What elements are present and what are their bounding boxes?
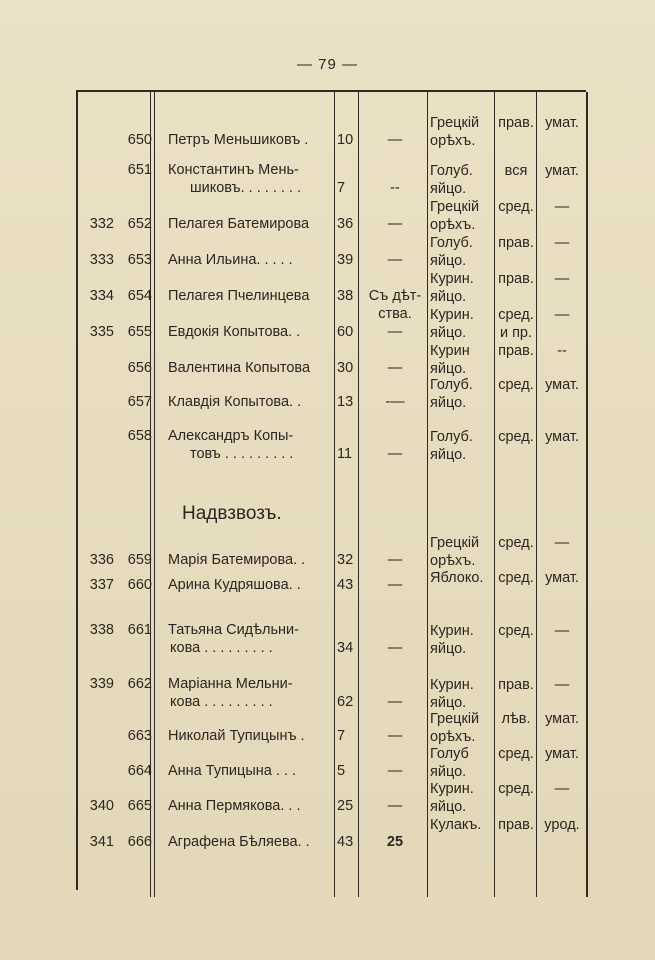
person-name: Анна Тупицына . . . bbox=[168, 763, 296, 779]
table-row bbox=[0, 342, 655, 378]
person-name: Николай Тупицынъ . bbox=[168, 728, 305, 744]
row-number-a: 332 bbox=[89, 216, 114, 232]
result: — bbox=[554, 623, 570, 639]
form-line-2: орѣхъ. bbox=[430, 217, 476, 233]
table-row bbox=[0, 534, 655, 570]
position: вся bbox=[504, 163, 528, 179]
form-line-1: Курин. bbox=[430, 307, 474, 323]
table-row bbox=[0, 622, 655, 658]
result: — bbox=[554, 781, 570, 797]
position: лѣв. bbox=[501, 711, 531, 727]
form-line-1: Курин. bbox=[430, 677, 474, 693]
person-name: Анна Пермякова. . . bbox=[168, 798, 301, 814]
since: — bbox=[387, 360, 403, 376]
position: прав. bbox=[498, 343, 534, 359]
since: — bbox=[387, 132, 403, 148]
row-number-a: 333 bbox=[89, 252, 114, 268]
form-line-2: яйцо. bbox=[430, 361, 467, 377]
table-row bbox=[0, 198, 655, 234]
row-number-a: 337 bbox=[89, 577, 114, 593]
row-number-a: 334 bbox=[89, 288, 114, 304]
form-line-1: Голуб bbox=[430, 746, 469, 762]
form-line-2: яйцо. bbox=[430, 289, 467, 305]
person-name-cont: кова . . . . . . . . . bbox=[170, 694, 273, 710]
row-number-a: 335 bbox=[89, 324, 114, 340]
result: урод. bbox=[544, 817, 580, 833]
since-cont: ства. bbox=[378, 306, 412, 322]
form-line-1: Голуб. bbox=[430, 429, 473, 445]
row-number-b: 657 bbox=[127, 394, 152, 410]
form-line-1: Голуб. bbox=[430, 163, 473, 179]
age: 7 bbox=[337, 180, 346, 196]
row-number-b: 659 bbox=[127, 552, 152, 568]
row-number-b: 651 bbox=[127, 162, 152, 178]
person-name: Валентина Копытова bbox=[168, 360, 311, 376]
result: — bbox=[554, 235, 570, 251]
since: — bbox=[387, 728, 403, 744]
position: сред. bbox=[498, 781, 534, 797]
age: 32 bbox=[337, 552, 354, 568]
person-name: Клавдія Копытова. . bbox=[168, 394, 302, 410]
section-title: Надвзвозъ. bbox=[182, 503, 282, 524]
form-line-1: Грецкій bbox=[430, 199, 480, 215]
age: 43 bbox=[337, 834, 354, 850]
row-number-b: 663 bbox=[127, 728, 152, 744]
result: — bbox=[554, 307, 570, 323]
table-row bbox=[0, 376, 655, 412]
since: — bbox=[387, 798, 403, 814]
person-name: Анна Ильина. . . . . bbox=[168, 252, 293, 268]
row-number-b: 660 bbox=[127, 577, 152, 593]
row-number-b: 656 bbox=[127, 360, 152, 376]
form-line-1: Грецкій bbox=[430, 115, 480, 131]
form-line-2: орѣхъ. bbox=[430, 553, 476, 569]
row-number-b: 664 bbox=[127, 763, 152, 779]
form-line-2: орѣхъ. bbox=[430, 133, 476, 149]
form-line-2: яйцо. bbox=[430, 395, 467, 411]
form-line-2: орѣхъ. bbox=[430, 729, 476, 745]
age: 25 bbox=[337, 798, 354, 814]
table-row bbox=[0, 816, 655, 852]
result: умат. bbox=[545, 163, 579, 179]
position: прав. bbox=[498, 817, 534, 833]
form-line-1: Курин bbox=[430, 343, 470, 359]
form-line-1: Курин. bbox=[430, 781, 474, 797]
row-number-a: 339 bbox=[89, 676, 114, 692]
age: 43 bbox=[337, 577, 354, 593]
table-row bbox=[0, 780, 655, 816]
table-top-rule bbox=[76, 90, 586, 92]
since: — bbox=[387, 216, 403, 232]
age: 60 bbox=[337, 324, 354, 340]
position-cont: и пр. bbox=[499, 325, 533, 341]
form-line-2: яйцо. bbox=[430, 253, 467, 269]
row-number-b: 650 bbox=[127, 132, 152, 148]
position: сред. bbox=[498, 570, 534, 586]
form-line-1: Грецкій bbox=[430, 535, 480, 551]
person-name: Марія Батемирова. . bbox=[168, 552, 306, 568]
since: -— bbox=[385, 394, 405, 410]
since: -- bbox=[390, 180, 400, 196]
result: умат. bbox=[545, 570, 579, 586]
position: прав. bbox=[498, 271, 534, 287]
form-line-2: яйцо. bbox=[430, 695, 467, 711]
form-line-1: Грецкій bbox=[430, 711, 480, 727]
form-line-1: Кулакъ. bbox=[430, 817, 482, 833]
since: — bbox=[387, 640, 403, 656]
since: — bbox=[387, 694, 403, 710]
position: сред. bbox=[498, 377, 534, 393]
age: 7 bbox=[337, 728, 346, 744]
form-line-2: яйцо. bbox=[430, 799, 467, 815]
row-number-a: 340 bbox=[89, 798, 114, 814]
table-row bbox=[0, 710, 655, 746]
form-line-1: Курин. bbox=[430, 271, 474, 287]
person-name: Константинъ Мень- bbox=[168, 162, 299, 178]
result: умат. bbox=[545, 115, 579, 131]
age: 38 bbox=[337, 288, 354, 304]
since: — bbox=[387, 763, 403, 779]
table-row bbox=[0, 745, 655, 781]
person-name: Евдокія Копытова. . bbox=[168, 324, 301, 340]
since: 25 bbox=[386, 834, 404, 850]
since: — bbox=[387, 552, 403, 568]
form-line-1: Голуб. bbox=[430, 377, 473, 393]
row-number-b: 662 bbox=[127, 676, 152, 692]
person-name: Арина Кудряшова. . bbox=[168, 577, 301, 593]
person-name: Пелагея Пчелинцева bbox=[168, 288, 310, 304]
table-row bbox=[0, 676, 655, 712]
age: 34 bbox=[337, 640, 354, 656]
since: — bbox=[387, 577, 403, 593]
result: — bbox=[554, 199, 570, 215]
person-name: Пелагея Батемирова bbox=[168, 216, 310, 232]
since: Съ дѣт- bbox=[368, 288, 422, 304]
table-row bbox=[0, 428, 655, 464]
since: — bbox=[387, 446, 403, 462]
person-name: Аграфена Бѣляева. . bbox=[168, 834, 310, 850]
result: умат. bbox=[545, 746, 579, 762]
row-number-b: 666 bbox=[127, 834, 152, 850]
since: — bbox=[387, 324, 403, 340]
form-line-1: Курин. bbox=[430, 623, 474, 639]
age: 11 bbox=[337, 446, 353, 462]
row-number-a: 336 bbox=[89, 552, 114, 568]
result: — bbox=[554, 271, 570, 287]
row-number-b: 655 bbox=[127, 324, 152, 340]
form-line-1: Яблоко. bbox=[430, 570, 484, 586]
position: сред. bbox=[498, 535, 534, 551]
person-name-cont: товъ . . . . . . . . . bbox=[190, 446, 294, 462]
form-line-2: яйцо. bbox=[430, 181, 467, 197]
age: 30 bbox=[337, 360, 354, 376]
position: сред. bbox=[498, 623, 534, 639]
position: сред. bbox=[498, 307, 534, 323]
person-name: Петръ Меньшиковъ . bbox=[168, 132, 309, 148]
age: 39 bbox=[337, 252, 354, 268]
age: 62 bbox=[337, 694, 354, 710]
age: 5 bbox=[337, 763, 346, 779]
row-number-b: 653 bbox=[127, 252, 152, 268]
person-name: Маріанна Мельни- bbox=[168, 676, 293, 692]
person-name-cont: шиковъ. . . . . . . . bbox=[190, 180, 302, 196]
position: прав. bbox=[498, 677, 534, 693]
since: — bbox=[387, 252, 403, 268]
result: — bbox=[554, 535, 570, 551]
position: сред. bbox=[498, 429, 534, 445]
form-line-2: яйцо. bbox=[430, 325, 467, 341]
form-line-2: яйцо. bbox=[430, 641, 467, 657]
person-name: Александръ Копы- bbox=[168, 428, 294, 444]
form-line-2: яйцо. bbox=[430, 764, 467, 780]
position: прав. bbox=[498, 115, 534, 131]
table-row bbox=[0, 569, 655, 605]
person-name: Татьяна Сидѣльни- bbox=[168, 622, 299, 638]
result: -- bbox=[557, 343, 567, 359]
age: 13 bbox=[337, 394, 354, 410]
page-number: — 79 — bbox=[296, 56, 359, 73]
age: 10 bbox=[337, 132, 354, 148]
row-number-b: 652 bbox=[127, 216, 152, 232]
position: сред. bbox=[498, 746, 534, 762]
result: умат. bbox=[545, 429, 579, 445]
person-name-cont: кова . . . . . . . . . bbox=[170, 640, 273, 656]
table-row bbox=[0, 234, 655, 270]
result: умат. bbox=[545, 377, 579, 393]
row-number-a: 341 bbox=[89, 834, 114, 850]
form-line-2: яйцо. bbox=[430, 447, 467, 463]
position: прав. bbox=[498, 235, 534, 251]
row-number-b: 661 bbox=[127, 622, 152, 638]
result: — bbox=[554, 677, 570, 693]
result: умат. bbox=[545, 711, 579, 727]
row-number-b: 654 bbox=[127, 288, 152, 304]
table-row bbox=[0, 114, 655, 150]
form-line-1: Голуб. bbox=[430, 235, 473, 251]
row-number-a: 338 bbox=[89, 622, 114, 638]
table-row bbox=[0, 306, 655, 342]
row-number-b: 665 bbox=[127, 798, 152, 814]
row-number-b: 658 bbox=[127, 428, 152, 444]
position: сред. bbox=[498, 199, 534, 215]
table-row bbox=[0, 162, 655, 198]
age: 36 bbox=[337, 216, 354, 232]
